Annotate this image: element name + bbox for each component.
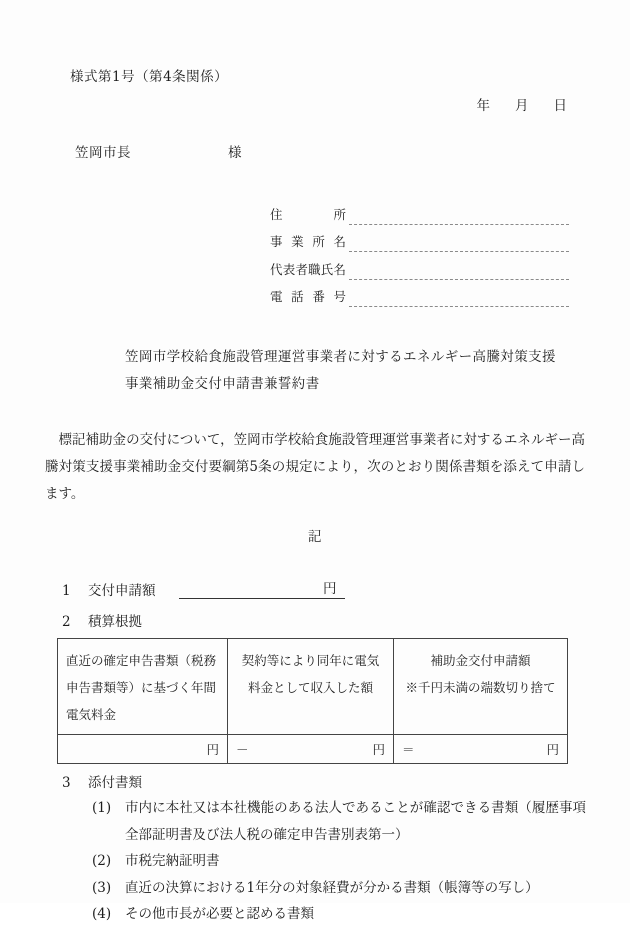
form-number: 様式第1号（第4条関係） — [70, 69, 229, 85]
phone-field-label: 電話番号 — [270, 289, 346, 304]
item3-number: 3 — [62, 775, 71, 791]
attachments-heading — [62, 771, 630, 791]
applicant-fields — [270, 197, 630, 307]
item3-label: 添付書類 — [88, 775, 142, 791]
item1-number: 1 — [62, 583, 71, 599]
attachments-list — [0, 795, 630, 928]
address-field-label: 住所 — [270, 206, 346, 222]
body-paragraph: 標記補助金の交付について，笠岡市学校給食施設管理運営事業者に対するエネルギー高騰対策支援事業補助金交付要綱第5条の規定により，次のとおり関係書類を添えて申請します。 — [45, 432, 585, 502]
header-cell-subsidy-amount — [394, 639, 568, 735]
attachment-item-1 — [92, 795, 586, 848]
header3-line2: ※千円未満の端数切り捨て — [405, 680, 556, 695]
item2-label: 積算根拠 — [88, 614, 142, 630]
attachment2-text: 市税完納証明書 — [125, 853, 220, 869]
date-line — [0, 94, 567, 114]
value-cell-annual-electricity — [58, 735, 228, 764]
attachment4-text: その他市長が必要と認める書類 — [125, 906, 314, 922]
amount-fill-line — [179, 577, 345, 599]
value3-unit: 円 — [546, 742, 559, 757]
calculation-table — [57, 638, 568, 764]
document-title-line-1: 笠岡市学校給食施設管理運営事業者に対するエネルギー高騰対策支援 — [125, 349, 556, 365]
header2-line1: 契約等により同年に電気 — [241, 653, 380, 668]
value1-unit: 円 — [206, 742, 219, 757]
addressee-name: 笠岡市長 — [75, 145, 131, 161]
representative-field-label: 代表者職氏名 — [270, 261, 346, 277]
field-row-phone — [270, 280, 630, 308]
value-cell-subsidy-amount — [394, 735, 568, 764]
attachment2-number: (2) — [92, 853, 112, 869]
phone-fill-line — [349, 291, 569, 307]
ki-separator: 記 — [308, 529, 322, 545]
attachment-item-4 — [92, 901, 586, 928]
business-name-field-label: 事業所名 — [270, 234, 346, 249]
attachment1-number: (1) — [92, 800, 112, 816]
field-row-business-name — [270, 225, 630, 253]
table-header-row — [58, 639, 568, 735]
attachment-item-2 — [92, 848, 586, 875]
header2-line2: 料金として収入した額 — [247, 680, 373, 695]
date-day-label: 日 — [553, 98, 567, 114]
amount-unit: 円 — [323, 581, 337, 597]
addressee-line — [75, 141, 630, 161]
item2-number: 2 — [62, 614, 71, 630]
value2-minus-operator: － — [236, 742, 249, 757]
field-row-address — [270, 197, 630, 225]
business-name-fill-line — [349, 236, 569, 252]
representative-fill-line — [349, 264, 569, 280]
addressee-honorific: 様 — [228, 145, 242, 161]
date-month-label: 月 — [515, 98, 529, 114]
header-cell-income-amount — [228, 639, 394, 735]
field-row-representative — [270, 252, 630, 280]
document-title-line-2: 事業補助金交付申請書兼誓約書 — [125, 376, 320, 392]
address-fill-line — [349, 209, 569, 225]
table-value-row — [58, 735, 568, 764]
value-cell-income-amount — [228, 735, 394, 764]
attachment4-number: (4) — [92, 906, 112, 922]
header1-line3: 電気料金 — [66, 707, 117, 722]
header1-line1: 直近の確定申告書類（税務 — [66, 653, 217, 668]
header1-line2: 申告書類等）に基づく年間 — [66, 680, 217, 695]
calculation-basis-heading — [62, 610, 630, 630]
header-cell-annual-electricity — [58, 639, 228, 735]
value3-equals-operator: ＝ — [402, 742, 415, 757]
attachment3-number: (3) — [92, 879, 112, 896]
date-year-label: 年 — [476, 98, 490, 114]
application-amount-row — [62, 577, 630, 599]
attachment3-text: 直近の決算における1年分の対象経費が分かる書類（帳簿等の写し） — [125, 879, 539, 896]
attachment1-text: 市内に本社又は本社機能のある法人であることが確認できる書類（履歴事項全部証明書及び法人税の確定申告書別表第一） — [125, 800, 586, 843]
item1-label: 交付申請額 — [88, 583, 156, 599]
document-title — [125, 344, 630, 398]
header3-line1: 補助金交付申請額 — [430, 653, 531, 668]
attachment-item-3 — [92, 875, 586, 902]
value2-unit: 円 — [372, 742, 385, 757]
